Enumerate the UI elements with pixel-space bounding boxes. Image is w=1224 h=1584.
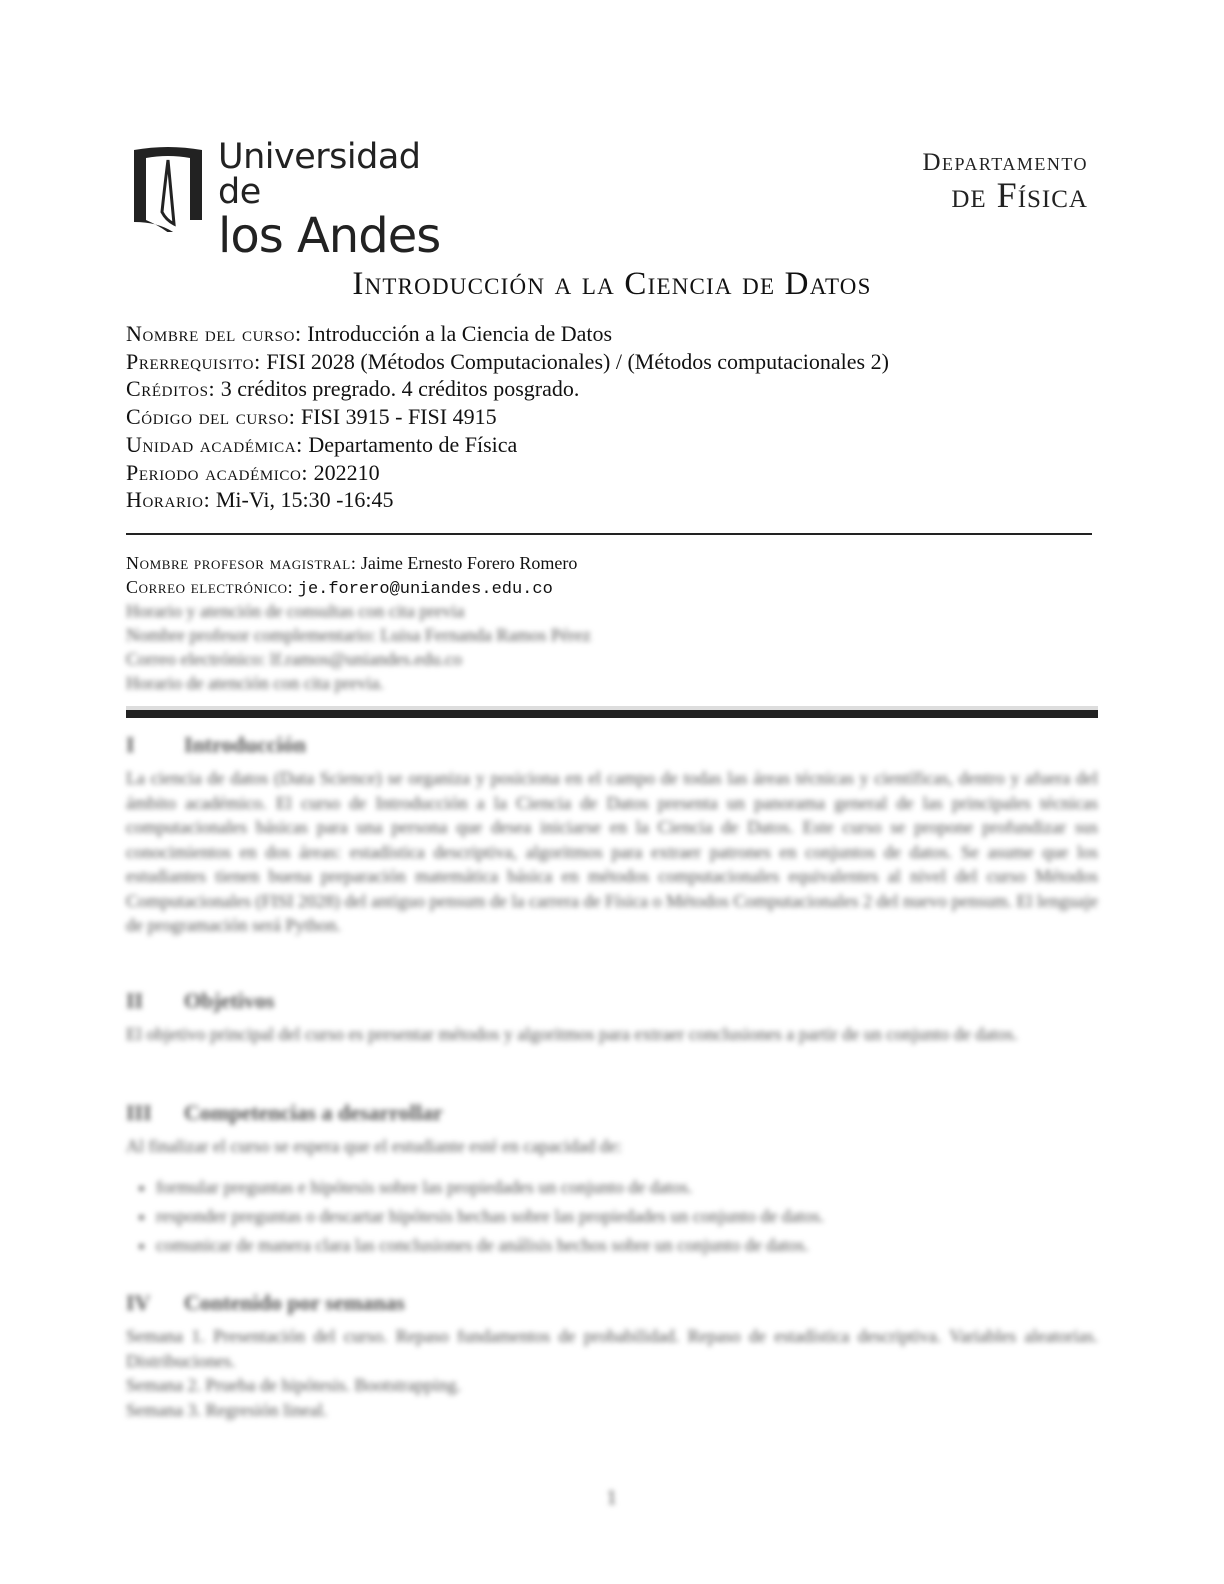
- info-schedule: Horario: Mi-Vi, 15:30 -16:45: [126, 487, 394, 513]
- info-academic-period: Periodo académico: 202210: [126, 459, 380, 485]
- professor-info: [126, 551, 577, 602]
- department-line1: Departamento: [922, 149, 1088, 176]
- info-academic-unit: Unidad académica: Departamento de Física: [126, 431, 518, 457]
- week-item: Semana 2. Prueba de hipótesis. Bootstrapping.: [126, 1375, 461, 1395]
- logo-line2: los Andes: [218, 208, 441, 264]
- logo-line1: Universidad de: [218, 137, 421, 212]
- section-heading: II Objetivos: [126, 988, 275, 1013]
- section-objectives: [126, 988, 1098, 1047]
- list-item: • comunicar de manera clara las conclusiones de análisis hechos sobre un conjunto de datos.: [156, 1231, 1098, 1260]
- list-item: • formular preguntas e hipótesis sobre las propiedades un conjunto de datos.: [156, 1173, 1098, 1202]
- university-logo: [130, 137, 450, 264]
- shield-logo-icon: [130, 142, 206, 232]
- competency-list: [126, 1173, 1098, 1260]
- section-body: La ciencia de datos (Data Science) se organiza y posiciona en el campo de todas las áreas técnicas y científicas, dentro y afuera del ámbito académico. El curso de Introducción a la Ciencia de Datos presenta un panorama general de las principales técnicas computacionales básicas para una persona que desea iniciarse en la Ciencia de Datos. Este curso se propone profundizar sus conocimientos en dos áreas: estadística descriptiva, algoritmos para extraer patrones en conjuntos de datos. Se asume que los estudiantes tienen buena preparación matemática básica en métodos computacionales equivalentes al nivel del curso Métodos Computacionales (FISI 2028) del antiguo pensum de la carrera de Física o Métodos Computacionales 2 del nuevo pensum. El lenguaje de programación será Python.: [126, 768, 1098, 935]
- info-course-code: Código del curso: FISI 3915 - FISI 4915: [126, 404, 497, 430]
- department-line2: de Física: [951, 175, 1088, 215]
- section-weekly-content: [126, 1290, 1098, 1422]
- week-item: Semana 3. Regresión lineal.: [126, 1399, 328, 1420]
- document-title: Introducción a la Ciencia de Datos: [352, 266, 872, 302]
- info-credits: Créditos: 3 créditos pregrado. 4 créditos posgrado.: [126, 376, 580, 402]
- professor-email: Correo electrónico: je.forero@uniandes.edu.co: [126, 577, 553, 599]
- thick-divider: [126, 706, 1098, 718]
- section-introduction: [126, 732, 1098, 938]
- divider: [126, 533, 1092, 535]
- section-body: Al finalizar el curso se espera que el estudiante esté en capacidad de:: [126, 1136, 622, 1156]
- blurred-line: Horario y atención de consultas con cita previa: [126, 601, 465, 621]
- email-link[interactable]: je.forero@uniandes.edu.co: [297, 580, 553, 599]
- section-body: El objetivo principal del curso es presentar métodos y algoritmos para extraer conclusiones a partir de un conjunto de datos.: [126, 1024, 1018, 1044]
- section-heading: IV Contenido por semanas: [126, 1290, 405, 1315]
- section-heading: III Competencias a desarrollar: [126, 1100, 443, 1125]
- week-item: Semana 1. Presentación del curso. Repaso fundamentos de probabilidad. Repaso de estadística descriptiva. Variables aleatorias. Distribuciones.: [126, 1326, 1098, 1371]
- section-competencies: [126, 1100, 1098, 1260]
- redacted-contact-lines: [126, 599, 591, 695]
- blurred-line: Horario de atención con cita previa.: [126, 673, 384, 693]
- department-header: [922, 150, 1088, 213]
- blurred-line: Nombre profesor complementario: Luisa Fernanda Ramos Pérez: [126, 625, 591, 645]
- blurred-line: Correo electrónico: lf.ramos@uniandes.edu.co: [126, 649, 462, 669]
- list-item: • responder preguntas o descartar hipótesis hechas sobre las propiedades un conjunto de datos.: [156, 1202, 1098, 1231]
- course-info: [126, 320, 889, 514]
- info-course-name: Nombre del curso: Introducción a la Ciencia de Datos: [126, 321, 613, 346]
- page-number: 1: [606, 1488, 618, 1509]
- professor-name: Nombre profesor magistral: Jaime Ernesto Forero Romero: [126, 553, 578, 573]
- info-prerequisite: Prerrequisito: FISI 2028 (Métodos Computacionales) / (Métodos computacionales 2): [126, 348, 889, 374]
- section-heading: I Introducción: [126, 732, 306, 757]
